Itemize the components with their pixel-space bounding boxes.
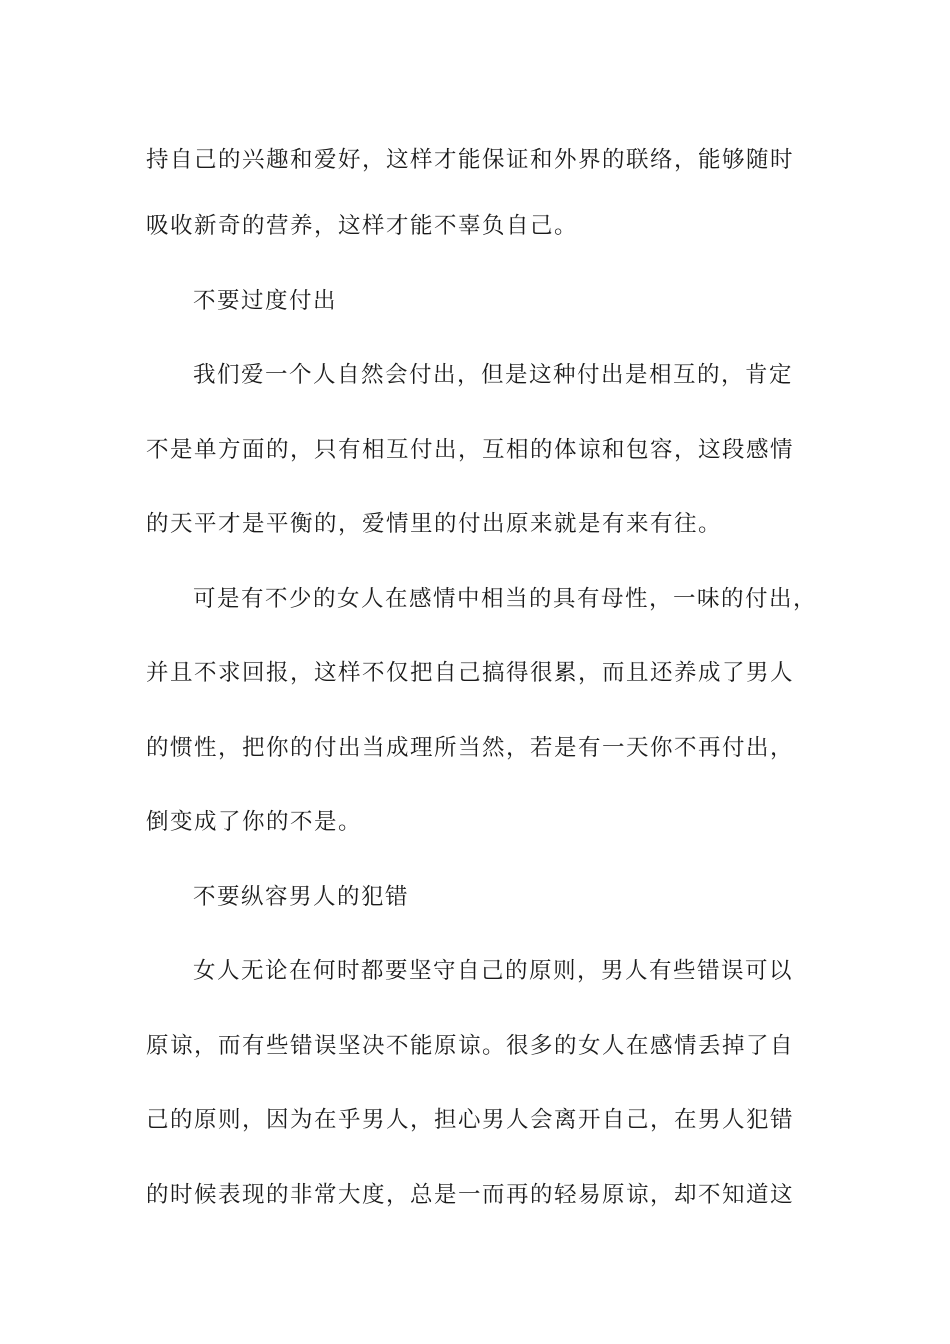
- paragraph-line: 女人无论在何时都要坚守自己的原则，男人有些错误可以: [193, 958, 794, 984]
- paragraph-line: 倒变成了你的不是。: [146, 809, 363, 835]
- paragraph-line: 原谅，而有些错误坚决不能原谅。很多的女人在感情丢掉了自: [146, 1033, 795, 1059]
- section-heading: 不要过度付出: [193, 288, 338, 314]
- paragraph-line: 并且不求回报，这样不仅把自己搞得很累，而且还养成了男人: [146, 660, 795, 686]
- paragraph-line: 可是有不少的女人在感情中相当的具有母性，一味的付出，: [193, 586, 818, 612]
- paragraph-line: 己的原则，因为在乎男人，担心男人会离开自己，在男人犯错: [146, 1107, 795, 1133]
- paragraph-line: 吸收新奇的营养，这样才能不辜负自己。: [146, 213, 579, 239]
- paragraph-line: 我们爱一个人自然会付出，但是这种付出是相互的，肯定: [193, 362, 794, 388]
- paragraph-line: 的时候表现的非常大度，总是一而再的轻易原谅，却不知道这: [146, 1182, 795, 1208]
- paragraph-line: 不是单方面的，只有相互付出，互相的体谅和包容，这段感情: [146, 437, 795, 463]
- paragraph-line: 持自己的兴趣和爱好，这样才能保证和外界的联络，能够随时: [146, 147, 795, 173]
- section-heading: 不要纵容男人的犯错: [193, 884, 410, 910]
- paragraph-line: 的天平才是平衡的，爱情里的付出原来就是有来有往。: [146, 511, 723, 537]
- paragraph-line: 的惯性，把你的付出当成理所当然，若是有一天你不再付出，: [146, 735, 795, 761]
